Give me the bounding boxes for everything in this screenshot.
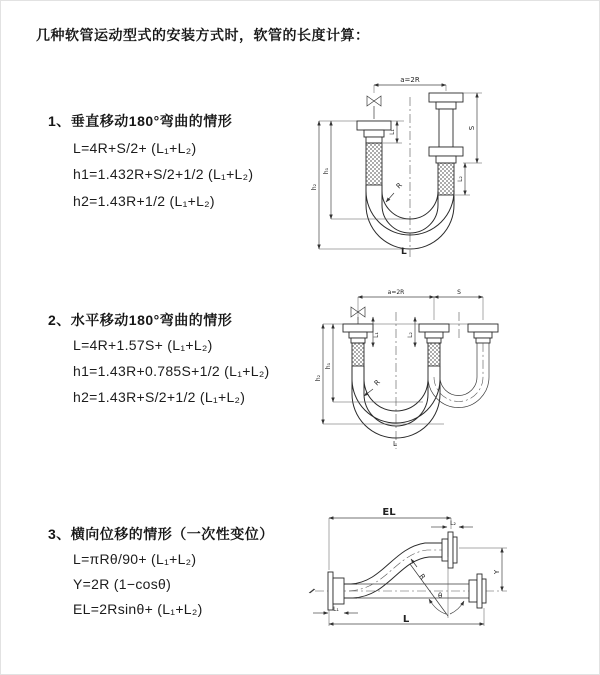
d2-dimension-a2r	[358, 289, 483, 320]
d2-label-a2r: a=2R	[387, 289, 405, 296]
d3-dimension-l1	[313, 606, 358, 613]
d3-label-l1: L₁	[333, 606, 339, 613]
d1-label-h1: h₁	[323, 167, 330, 175]
d3-dimension-l	[329, 608, 484, 626]
d2-label-l: L	[393, 440, 397, 448]
d2-label-l2: L₂	[407, 332, 414, 338]
d2-right-flange	[468, 324, 498, 343]
d2-label-h1: h₁	[325, 362, 332, 370]
d3-radius-callout	[411, 559, 427, 581]
d3-dimension-l2	[431, 520, 473, 527]
d3-label-l2: L₂	[450, 520, 456, 527]
d3-scurve-hose	[349, 543, 448, 598]
diagram-lateral-displacement	[301, 496, 600, 646]
d1-valve-icon	[367, 96, 381, 119]
section-1-heading: 1、垂直移动180°弯曲的情形	[48, 113, 233, 129]
d2-dimension-s	[434, 289, 483, 297]
d1-label-r: R	[394, 181, 404, 191]
d1-label-l2: L₂	[457, 176, 464, 182]
d1-label-s: S	[468, 125, 476, 131]
d3-label-theta: θ	[438, 592, 443, 600]
page-title: 几种软管运动型式的安装方式时，软管的长度计算：	[36, 27, 370, 43]
section-3-formula-Y: Y=2R (1−cosθ)	[73, 576, 172, 592]
d2-label-r: R	[372, 378, 382, 388]
d2-radius-callout	[364, 378, 382, 396]
d1-dimension-a2r	[374, 76, 446, 93]
d1-label-h2: h₂	[311, 183, 318, 191]
d3-label-r: R	[417, 572, 427, 582]
d1-dimension-l2	[455, 163, 470, 195]
d2-label-s: S	[457, 289, 461, 296]
d1-left-flange	[357, 121, 391, 185]
d3-elevated-flange	[442, 532, 457, 568]
section-3-formula-EL: EL=2Rsinθ+ (L₁+L₂)	[73, 601, 203, 617]
d1-label-l: L	[401, 247, 407, 257]
d2-label-h2: h₂	[315, 374, 322, 382]
section-2-formula-h1: h1=1.43R+0.785S+1/2 (L₁+L₂)	[73, 363, 270, 379]
section-1-formula-h1: h1=1.432R+S/2+1/2 (L₁+L₂)	[73, 166, 254, 182]
d3-label-y: Y	[493, 569, 501, 575]
d3-label-el: EL	[382, 507, 396, 518]
d2-middle-flange	[419, 324, 449, 366]
section-3-formula-L: L=πRθ/90+ (L₁+L₂)	[73, 551, 197, 567]
d3-angle-construction	[410, 557, 464, 618]
section-2-formula-L: L=4R+1.57S+ (L₁+L₂)	[73, 337, 213, 353]
diagram-vertical-180-bend	[309, 71, 594, 261]
d3-label-l: L	[402, 614, 410, 625]
d1-label-l1: L₁	[389, 129, 396, 135]
d2-label-l1: L₁	[373, 332, 380, 338]
section-2-formula-h2: h2=1.43R+S/2+1/2 (L₁+L₂)	[73, 389, 246, 405]
d2-left-flange	[343, 324, 373, 366]
d2-dimension-l2	[407, 317, 415, 347]
section-2-heading: 2、水平移动180°弯曲的情形	[48, 312, 233, 328]
section-1-formula-L: L=4R+S/2+ (L₁+L₂)	[73, 140, 197, 156]
diagram-horizontal-180-bend	[311, 284, 596, 464]
d3-dimension-el	[329, 507, 451, 570]
section-3-heading: 3、横向位移的情形（一次性变位）	[48, 526, 274, 542]
d1-label-a2r: a=2R	[400, 76, 420, 84]
d1-radius-callout	[386, 181, 404, 202]
d1-dimension-s	[463, 93, 482, 163]
section-1-formula-h2: h2=1.43R+1/2 (L₁+L₂)	[73, 193, 215, 209]
d2-dimension-l1	[373, 317, 380, 347]
